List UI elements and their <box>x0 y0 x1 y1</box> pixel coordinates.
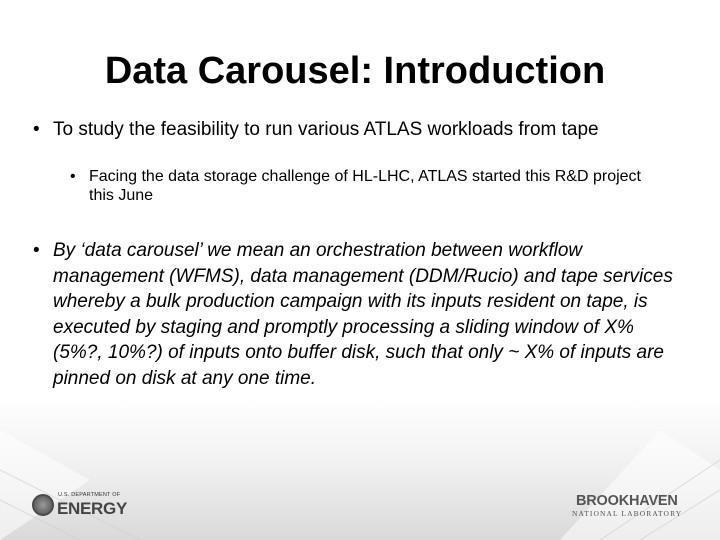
bullet-text: To study the feasibility to run various ATLAS workloads from tape <box>53 119 599 140</box>
doe-logo <box>32 492 132 522</box>
sub-bullet-marker: • <box>70 168 76 185</box>
doe-logo-subtitle: U.S. DEPARTMENT OF <box>58 492 121 498</box>
bullet-text: By ‘data carousel’ we mean an orchestration between workflow management (WFMS), data management (DDM/Rucio) and tape services whereby a bulk production campaign with its inputs resident on tape, is executed by staging and promptly processing a sliding window of X% (5%?, 10%?) of inputs onto buffer disk, such that only ~ X% of inputs are pinned on disk at any one time. <box>53 240 673 389</box>
bullet-marker: • <box>33 240 40 261</box>
sub-bullet-item <box>70 167 670 205</box>
bullet-item <box>33 118 673 141</box>
doe-seal-icon <box>32 494 54 516</box>
doe-logo-title: ENERGY <box>57 499 127 518</box>
sub-bullet-text: Facing the data storage challenge of HL-LHC, ATLAS started this R&D project this June <box>89 168 641 204</box>
bnl-logo <box>572 493 697 519</box>
bnl-logo-title: BROOKHAVEN <box>576 493 678 509</box>
bullet-marker: • <box>33 119 40 140</box>
bullet-item <box>33 238 673 391</box>
bnl-logo-subtitle: NATIONAL LABORATORY <box>572 509 683 518</box>
slide-title: Data Carousel: Introduction <box>104 50 606 92</box>
